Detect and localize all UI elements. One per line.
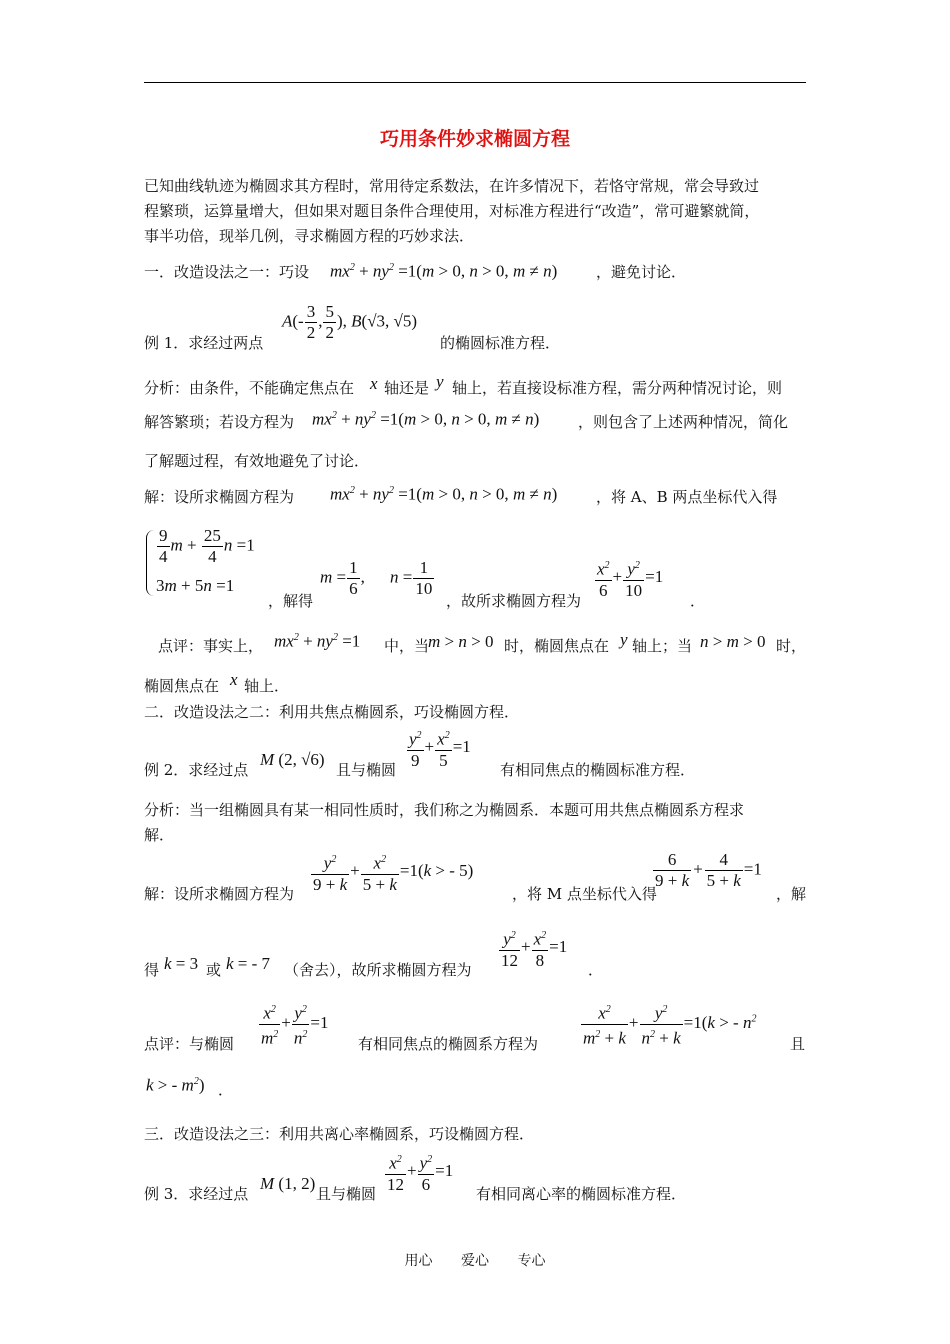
comment-1-d: 轴上；当	[632, 637, 693, 655]
var-x: x	[370, 374, 378, 393]
footer-item-3: 专心	[517, 1253, 546, 1269]
comment-1-cond-1: m > n > 0	[428, 632, 494, 651]
solution-1-formula: $mx^2 + ny^2 =1(m > 0$, n > 0, m ≠ n)	[330, 484, 558, 504]
comment-1-b: 中，当	[384, 637, 430, 655]
solution-1-result: ，故所求椭圆方程为	[446, 592, 582, 610]
m-value: m = $\frac{1}{6}$ ,	[320, 558, 365, 598]
solution-2-or: 或	[206, 961, 222, 979]
comment-2-and: 且	[790, 1035, 806, 1053]
solution-2-answer: $\frac{y^2}{12}$ + $\frac{x^2}{8}$ =1	[498, 926, 567, 971]
comment-1-e: 时，	[776, 637, 807, 655]
solution-2-end: ．	[588, 961, 604, 979]
intro-line-3: 事半功倍，现举几例，寻求椭圆方程的巧妙求法．	[144, 227, 475, 245]
comment-1-a: 点评：事实上，	[158, 637, 264, 655]
comment-1-cond-2: n > m > 0	[700, 632, 766, 651]
solution-1-suffix: ，将 A、B 两点坐标代入得	[596, 488, 778, 506]
example-2-ellipse: $\frac{y^2}{9}$ + $\frac{x^2}{5}$ =1	[406, 726, 471, 771]
solution-2-substituted: $\frac{6}{9 + k}$ + $\frac{4}{5 + k}$ =1	[655, 850, 762, 890]
example-3-mid: 且与椭圆	[316, 1185, 377, 1203]
solution-1-end: ．	[690, 592, 706, 610]
section-3-heading: 三．改造设法之三：利用共离心率椭圆系，巧设椭圆方程．	[144, 1125, 535, 1143]
system-eq-2: 3m + 5n =1	[156, 576, 235, 595]
system-brace	[146, 530, 155, 596]
k-value-2: k = - 7	[226, 954, 271, 973]
var-y: y	[436, 372, 444, 391]
page-title: 巧用条件妙求椭圆方程	[379, 128, 570, 150]
comment-2-family: $\frac{x^2}{m^2 + k}$ + $\frac{y^2}{n^2 + k}$ =1(k > - $n^2$	[580, 1000, 756, 1048]
analysis-1-b: 轴还是	[384, 379, 430, 397]
system-eq-1: $\frac{9}{4}$ m + $\frac{25}{4}$ n =1	[159, 526, 255, 566]
solution-2-de: 得	[144, 961, 160, 979]
comment-2-cond: k > - $m^2$)	[146, 1075, 205, 1095]
comment-1-formula: $mx^2 + ny^2 =1$	[274, 631, 361, 651]
example-3-prefix: 例 3．求经过点	[144, 1185, 249, 1203]
solution-2-prefix: 解：设所求椭圆方程为	[144, 885, 295, 903]
section-1-prefix: 一．改造设法之一：巧设	[144, 263, 310, 281]
analysis-1-f: 了解题过程，有效地避免了讨论．	[144, 452, 370, 470]
example-2-prefix: 例 2．求经过点	[144, 761, 249, 779]
example-2-mid: 且与椭圆	[336, 761, 397, 779]
example-3-ellipse: $\frac{x^2}{12}$ + $\frac{y^2}{6}$ =1	[384, 1150, 453, 1195]
example-1-points: A(- $\frac{3}{2}$ , $\frac{5}{2}$ ), B(√3, √5)	[282, 302, 418, 342]
intro-line-1: 已知曲线轨迹为椭圆求其方程时，常用待定系数法，在许多情况下，若恪守常规，常会导致过	[144, 177, 760, 195]
example-3-point: M (1, 2)	[260, 1174, 316, 1193]
solution-2-family: $\frac{y^2}{9 + k}$ + $\frac{x^2}{5 + k}$ =1(k > - 5)	[310, 850, 473, 895]
analysis-2-line-2: 解．	[144, 826, 175, 844]
example-1-prefix: 例 1．求经过两点	[144, 334, 264, 352]
comment-1-g: 轴上．	[244, 677, 290, 695]
analysis-2-line-1: 分析：当一组椭圆具有某一相同性质时，我们称之为椭圆系．本题可用共焦点椭圆系方程求	[144, 801, 745, 819]
comment-2-end: ．	[218, 1081, 234, 1099]
comment-1-f: 椭圆焦点在	[144, 677, 220, 695]
analysis-1-c: 轴上，若直接设标准方程，需分两种情况讨论，则	[452, 379, 783, 397]
example-3-suffix: 有相同离心率的椭圆标准方程．	[476, 1185, 687, 1203]
k-value-1: k = 3	[164, 954, 199, 973]
section-1-suffix: ，避免讨论．	[596, 263, 687, 281]
footer-item-2: 爱心	[461, 1253, 489, 1269]
analysis-1-a: 分析：由条件，不能确定焦点在	[144, 379, 355, 397]
analysis-1-formula: $mx^2 + ny^2 =1(m > 0$, n > 0, m ≠ n)	[312, 409, 540, 429]
intro-line-2: 程繁琐，运算量增大，但如果对题目条件合理使用，对标准方程进行“改造”，常可避繁就简，	[144, 202, 760, 220]
comment-2-a: 点评：与椭圆	[144, 1035, 235, 1053]
solution-2-mid: ，将 M 点坐标代入得	[512, 885, 657, 903]
solution-2-discard: （舍去），故所求椭圆方程为	[284, 961, 472, 979]
var-x-2: x	[230, 670, 238, 689]
solution-1-answer: $\frac{x^2}{6}$ + $\frac{y^2}{10}$ =1	[594, 556, 663, 601]
solution-2-suffix: ，解	[776, 885, 807, 903]
section-2-heading: 二．改造设法之二：利用共焦点椭圆系，巧设椭圆方程．	[144, 703, 520, 721]
solution-1-solve: ，解得	[268, 592, 314, 610]
analysis-1-d: 解答繁琐；若设方程为	[144, 413, 295, 431]
section-1-formula: $mx^2 + ny^2 =1(m > 0$, n > 0, m ≠ n)	[330, 261, 558, 281]
analysis-1-e: ，则包含了上述两种情况，简化	[578, 413, 789, 431]
var-y-2: y	[620, 630, 628, 649]
comment-2-ellipse: $\frac{x^2}{m^2}$ + $\frac{y^2}{n^2}$ =1	[258, 1000, 328, 1048]
example-2-point: M (2, √6)	[260, 750, 325, 769]
comment-2-b: 有相同焦点的椭圆系方程为	[358, 1035, 539, 1053]
header-rule	[144, 82, 806, 83]
solution-1-prefix: 解：设所求椭圆方程为	[144, 488, 295, 506]
page-footer	[0, 1250, 950, 1270]
n-value: n = $\frac{1}{10}$	[390, 558, 433, 598]
footer-item-1: 用心	[404, 1253, 433, 1269]
comment-1-c: 时，椭圆焦点在	[504, 637, 610, 655]
example-1-suffix: 的椭圆标准方程．	[440, 334, 561, 352]
example-2-suffix: 有相同焦点的椭圆标准方程．	[500, 761, 696, 779]
